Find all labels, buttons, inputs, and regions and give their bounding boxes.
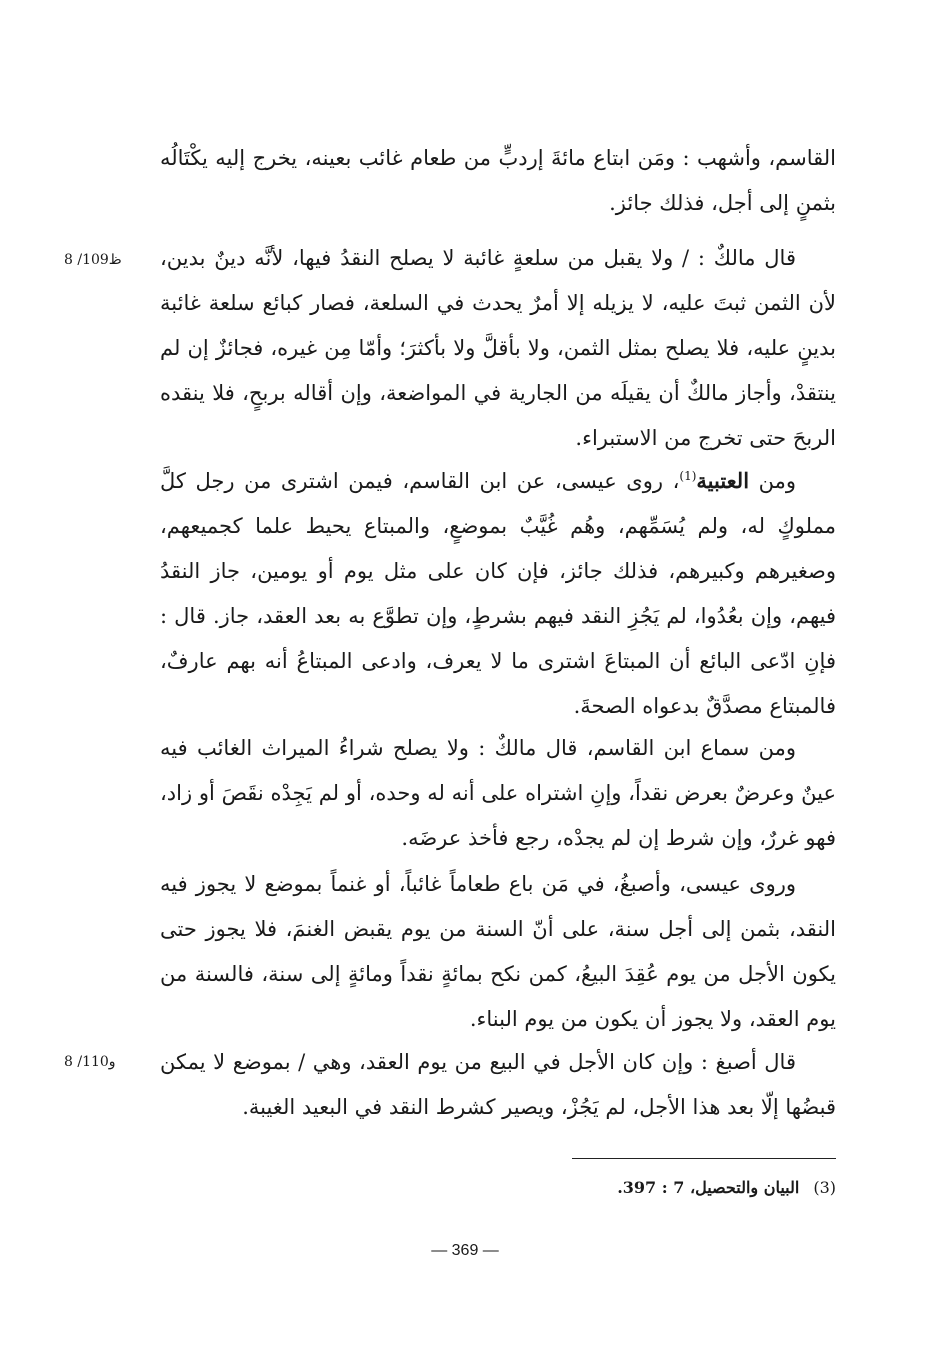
footnote-divider xyxy=(572,1158,836,1159)
paragraph-text xyxy=(160,458,836,729)
page-number: — 369 — xyxy=(431,1242,499,1259)
margin-note-folio-110: 8 /110و xyxy=(64,1054,116,1070)
footnote xyxy=(500,1176,836,1200)
margin-note-folio-109: 8 /109ظ xyxy=(64,252,122,268)
paragraph-3 xyxy=(160,458,836,729)
paragraph-1 xyxy=(160,136,836,226)
paragraph-4 xyxy=(160,726,836,861)
paragraph-text: قال مالكٌ : / ولا يقبل من سلعةٍ غائبة لا يصلح النقدُ فيها، لأنَّه دينٌ بدين، لأن الثمن ثبتَ عليه، لا يزيله إلا أمرٌ يحدث في السلعة، فصار كبائع سلعة غائبة بدينٍ عليه، فلا يصلح بمثل الثمن، ولا بأقلَّ ولا بأكثرَ؛ وأمّا مِن غيره، فجائزٌ إن لم ينتقدْ، وأجاز مالكٌ أن يقيلَه من الجارية في المواضعة، وإن أقاله بربحٍ، فلا ينقده الربحَ حتى تخرج من الاستبراء. xyxy=(160,246,836,450)
paragraph-text: ومن سماع ابن القاسم، قال مالكٌ : ولا يصلح شراءُ الميراث الغائب فيه عينٌ وعرضٌ بعرض نقداً، وإنِ اشتراه على أنه له وحده، أو لم يَجِدْه نقَصَ أو زاد، فهو غررٌ، وإن شرط إن لم يجدْه، رجع فأخذ عرضَه. xyxy=(160,736,836,850)
paragraph-6 xyxy=(160,1040,836,1130)
footnote-text: البيان والتحصيل، 7 : 397. xyxy=(617,1178,800,1197)
paragraph-text: القاسم، وأشهب : ومَن ابتاع مائةَ إردبٍّ من طعام غائب بعينه، يخرج إليه يكْتَالُه بثمنٍ إلى أجل، فذلك جائز. xyxy=(160,146,836,215)
source-title: العتبية xyxy=(696,468,750,493)
paragraph-text: وروى عيسى، وأصبغُ، في مَن باع طعاماً غائباً، أو غنماً بموضع لا يجوز فيه النقد، بثمن إلى أجل سنة، على أنّ السنة من يوم يقبض الغنمَ، فلا يجوز حتى يكون الأجل من يوم عُقِدَ البيعُ، كمن نكح بمائةٍ نقداً ومائةٍ إلى سنة، فالسنة من يوم العقد، ولا يجوز أن يكون من يوم البناء. xyxy=(160,872,836,1031)
paragraph-body: ، روى عيسى، عن ابن القاسم، فيمن اشترى من رجل كلَّ مملوكٍ له، ولم يُسَمِّهم، وهُم غُيَّبٌ بموضعٍ، والمبتاع يحيط علما كجميعهم، وصغيرهم وكبيرهم، فذلك جائز، فإن كان على مثل يوم أو يومين، جاز النقدُ فيهم، وإن بعُدُوا، لم يَجُزِ النقد فيهم بشرطٍ، وإن تطوَّع به بعد العقد، جاز. قال : فإنِ ادّعى البائع أن المبتاعَ اشترى ما لا يعرف، وادعى المبتاعُ أنه بهم عارفٌ، فالمبتاع مصدَّقٌ بدعواه الصحةَ. xyxy=(160,469,836,718)
paragraph-lead: ومن xyxy=(749,469,796,493)
paragraph-5 xyxy=(160,862,836,1042)
footnote-number: (3) xyxy=(813,1178,836,1197)
footnote-marker: (1) xyxy=(679,469,697,483)
paragraph-text: قال أصبغ : وإن كان الأجل في البيع من يوم العقد، وهي / بموضع لا يمكن قبضُها إلّا بعد هذا الأجل، لم يَجُزْ، ويصير كشرط النقد في البعيد الغيبة. xyxy=(160,1050,836,1119)
paragraph-2 xyxy=(160,236,836,461)
